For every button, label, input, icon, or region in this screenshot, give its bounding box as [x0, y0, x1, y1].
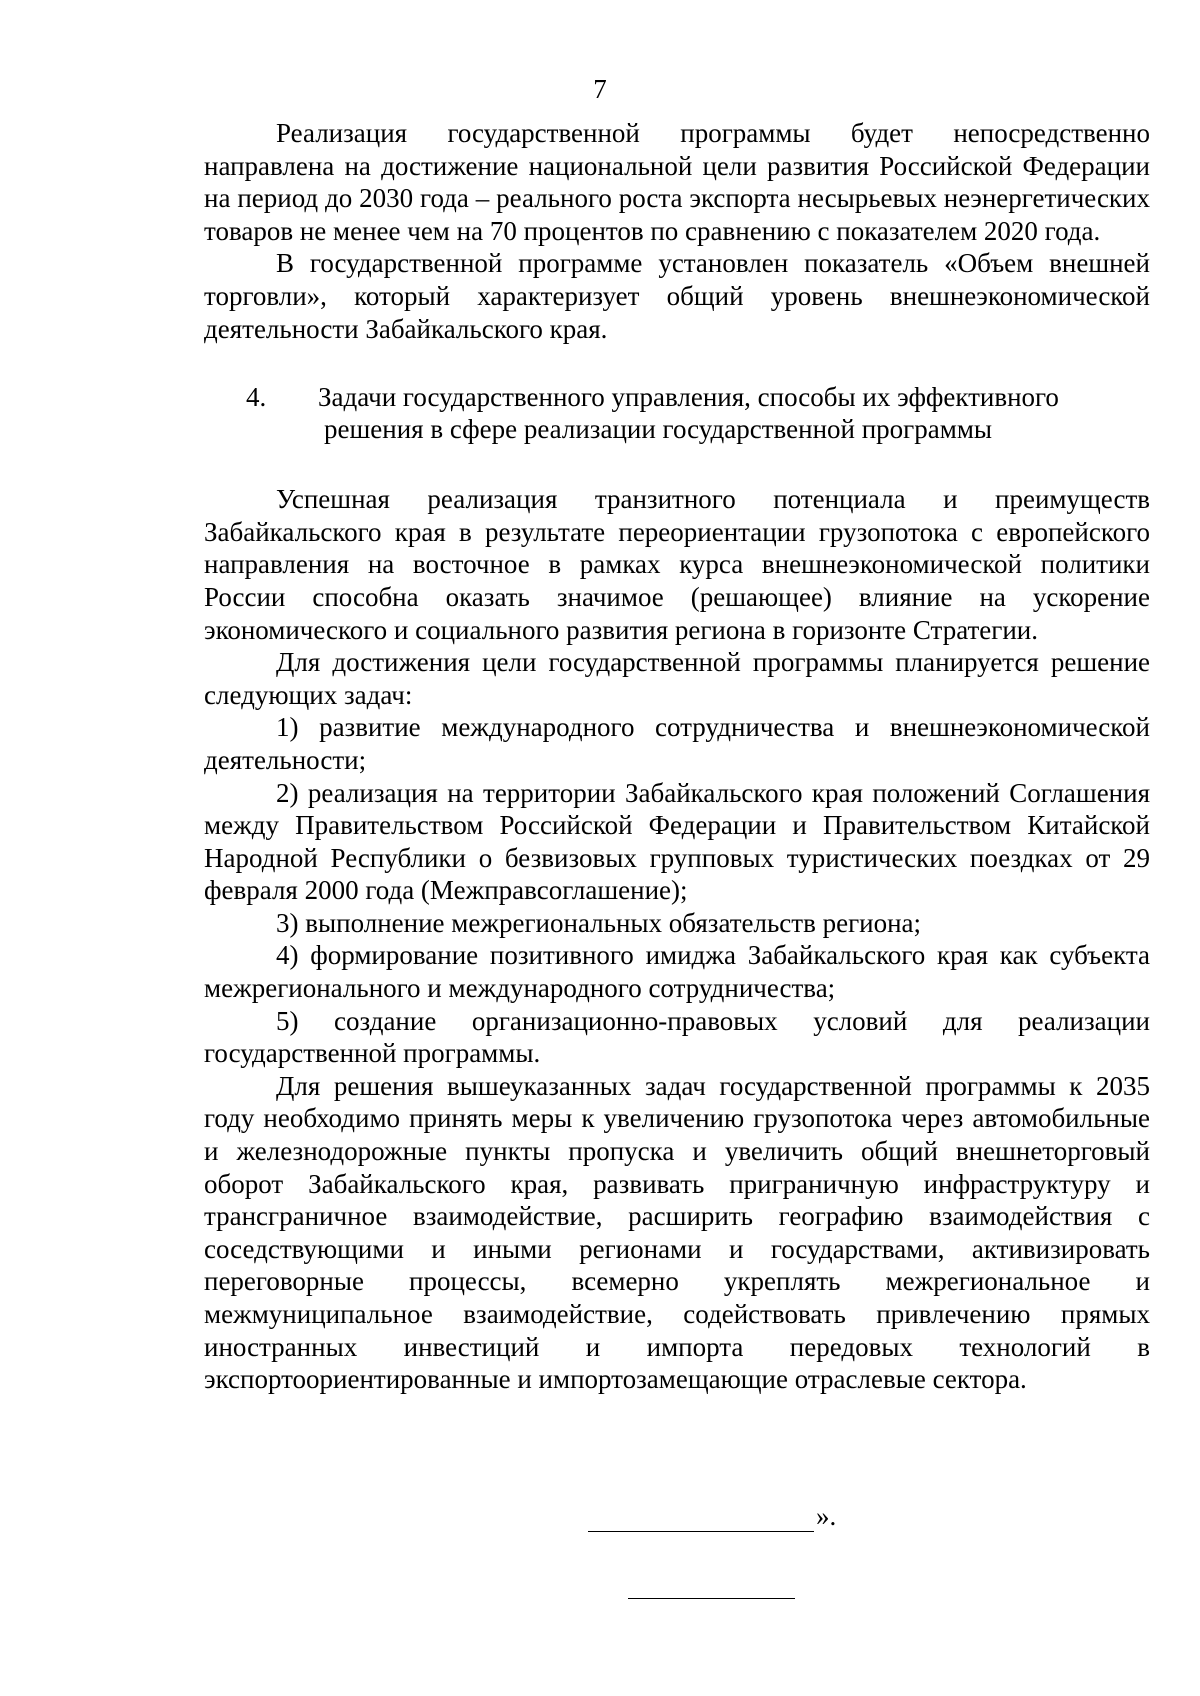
- section-heading: [204, 381, 1150, 445]
- page-number: 7: [593, 74, 607, 104]
- document-body: [204, 117, 1150, 1396]
- section-number: 4.: [246, 382, 267, 413]
- section-title-line-1: Задачи государственного управления, способы их эффективного: [318, 382, 1059, 413]
- paragraph: Успешная реализация транзитного потенциала и преимуществ Забайкальского края в результате переориентации грузопотока с европейского направления на восточное в рамках курса внешнеэкономической политики России способна оказать значимое (решающее) влияние на ускорение экономического и социального развития региона в горизонте Стратегии.: [204, 484, 1150, 645]
- section-title-line-2: решения в сфере реализации государственной программы: [324, 414, 993, 445]
- section-title: [318, 381, 1150, 445]
- paragraph: Для достижения цели государственной программы планируется решение следующих задач:: [204, 647, 1150, 710]
- paragraph: В государственной программе установлен показатель «Объем внешней торговли», который характеризует общий уровень внешнеэкономической деятельности Забайкальского края.: [204, 248, 1150, 344]
- paragraph: Для решения вышеуказанных задач государственной программы к 2035 году необходимо принять меры к увеличению грузопотока через автомобильные и железнодорожные пункты пропуска и увеличить общий внешнеторговый оборот Забайкальского края, развивать приграничную инфраструктуру и трансграничное взаимодействие, расширить географию взаимодействия с соседствующими и иными регионами и государствами, активизировать переговорные процессы, всемерно укреплять межрегиональное и межмуниципальное взаимодействие, содействовать привлечению прямых иностранных инвестиций и импорта передовых технологий в экспортоориентированные и импортозамещающие отраслевые сектора.: [204, 1070, 1150, 1395]
- task-item: 4) формирование позитивного имиджа Забайкальского края как субъекта межрегионального и международного сотрудничества;: [204, 940, 1150, 1004]
- closing-rule: [588, 1505, 814, 1532]
- task-item: 2) реализация на территории Забайкальского края положений Соглашения между Правительством Российской Федерации и Правительством Китайской Народной Республики о безвизовых групповых туристических поездках от 29 февраля 2000 года (Межправсоглашение);: [204, 777, 1150, 906]
- task-item: 5) создание организационно-правовых условий для реализации государственной программы.: [204, 1005, 1150, 1069]
- end-separator-line: [628, 1598, 795, 1599]
- closing-quote-mark: ».: [816, 1501, 837, 1531]
- closing-line: [588, 1500, 836, 1532]
- paragraph: Реализация государственной программы будет непосредственно направлена на достижение национальной цели развития Российской Федерации на период до 2030 года – реального роста экспорта несырьевых неэнергетических товаров не менее чем на 70 процентов по сравнению с показателем 2020 года.: [204, 118, 1150, 246]
- task-item: 1) развитие международного сотрудничества и внешнеэкономической деятельности;: [204, 712, 1150, 775]
- task-item: 3) выполнение межрегиональных обязательств региона;: [276, 907, 922, 938]
